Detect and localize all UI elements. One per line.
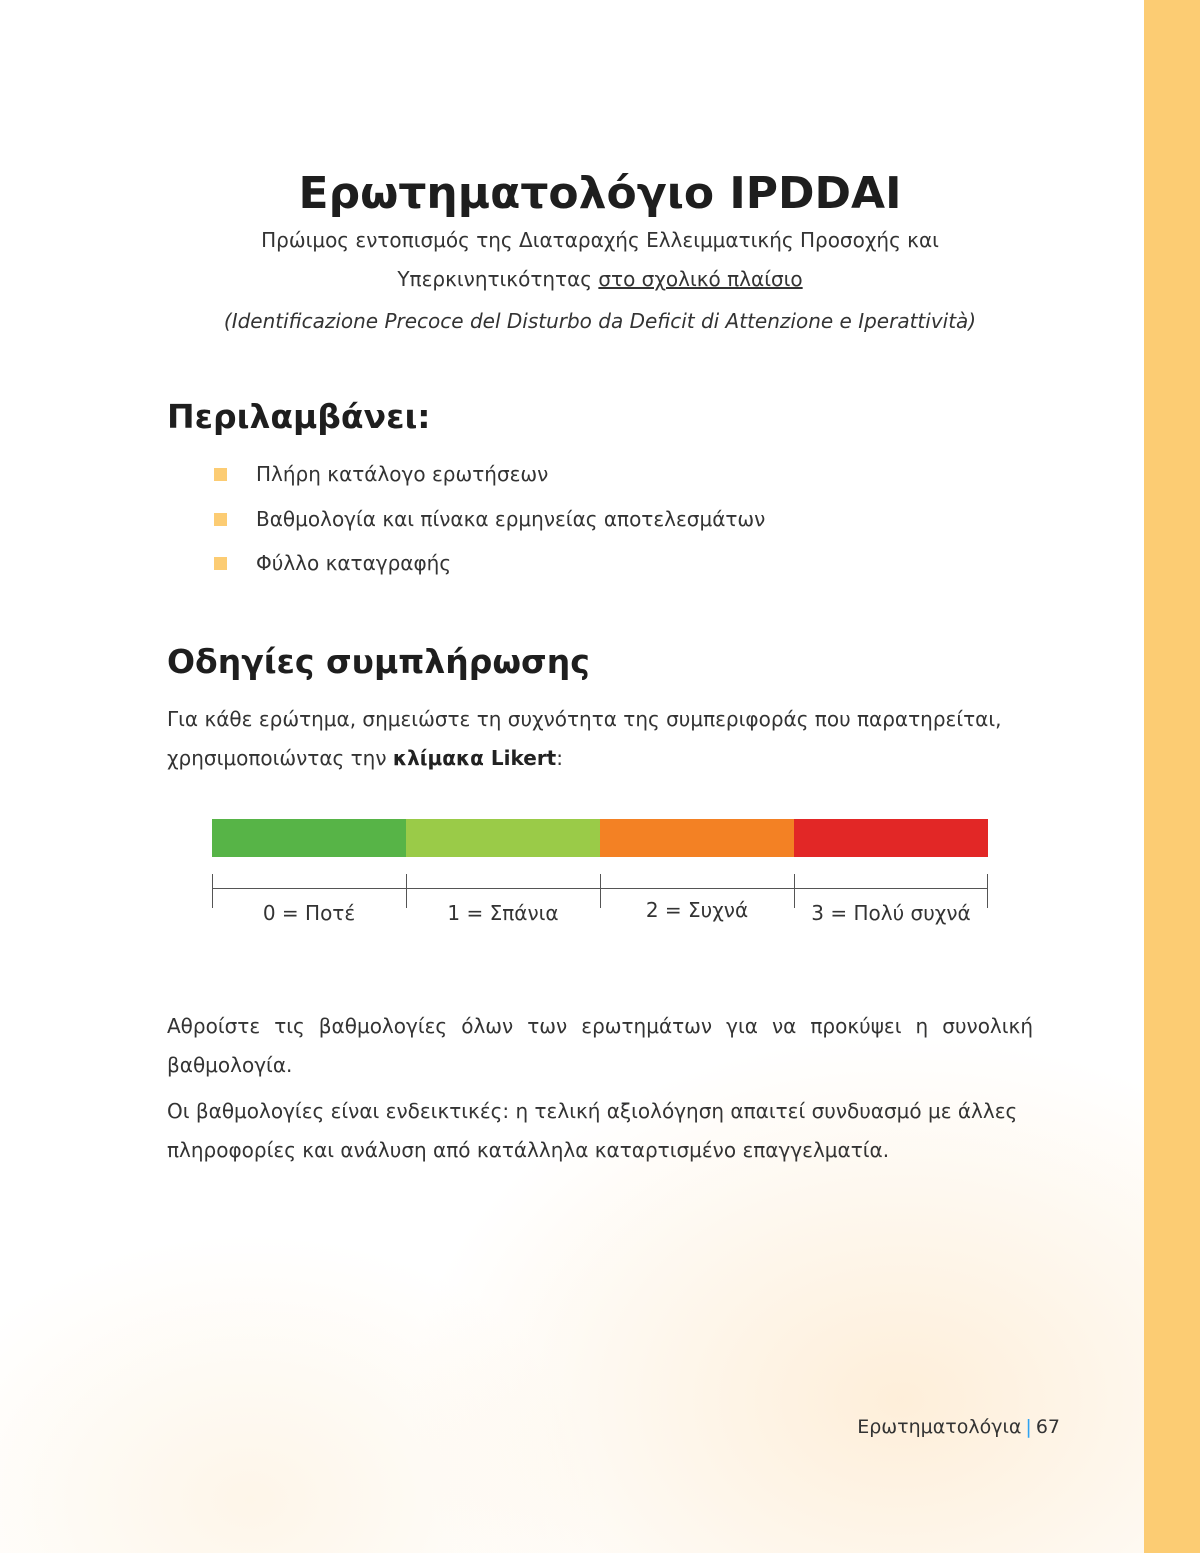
instructions-heading: Οδηγίες συμπλήρωσης — [167, 642, 590, 681]
list-item — [214, 507, 765, 552]
scale-segment-rarely — [406, 819, 600, 857]
list-item — [214, 551, 765, 596]
bullet-square-icon — [214, 468, 227, 481]
subtitle-underlined-phrase: στο σχολικό πλαίσιο — [598, 267, 803, 291]
subtitle-line-1: Πρώιμος εντοπισμός της Διαταραχής Ελλειμματικής Προσοχής και — [261, 228, 939, 252]
footer-section-name: Ερωτηματολόγια — [857, 1416, 1022, 1438]
subtitle-line-2-plain: Υπερκινητικότητας — [397, 267, 593, 291]
indicative-note-paragraph: Οι βαθμολογίες είναι ενδεικτικές: η τελική αξιολόγηση απαιτεί συνδυασμό με άλλες πληροφορίες και ανάλυση από κατάλληλα καταρτισμένο επαγγελματία. — [167, 1099, 1018, 1162]
list-item-label: Βαθμολογία και πίνακα ερμηνείας αποτελεσμάτων — [256, 506, 766, 531]
list-item-label: Φύλλο καταγραφής — [256, 551, 452, 575]
page-footer — [857, 1416, 1060, 1438]
instructions-colon: : — [556, 746, 563, 770]
bullet-square-icon — [214, 557, 227, 570]
scale-label-never: 0 = Ποτέ — [262, 901, 356, 925]
scale-segment-very-often — [794, 819, 988, 857]
sum-instruction-paragraph: Αθροίστε τις βαθμολογίες όλων των ερωτημάτων για να προκύψει η συνολική βαθμολογία. — [167, 1014, 1033, 1077]
scale-label-rarely: 1 = Σπάνια — [447, 901, 559, 925]
instructions-text: Για κάθε ερώτημα, σημειώστε τη συχνότητα της συμπεριφοράς που παρατηρείται, χρησιμοποιώντας την — [167, 707, 1002, 770]
subtitle-italian: (Identificazione Precoce del Disturbo da Deficit di Attenzione e Iperattività) — [223, 309, 977, 333]
list-item — [214, 462, 765, 507]
likert-scale-term: κλίμακα Likert — [392, 746, 557, 770]
likert-color-bar — [212, 819, 988, 857]
includes-heading: Περιλαμβάνει: — [167, 397, 431, 436]
includes-list — [214, 462, 765, 596]
bullet-square-icon — [214, 513, 227, 526]
list-item-label: Πλήρη κατάλογο ερωτήσεων — [256, 462, 549, 486]
page-number: 67 — [1035, 1416, 1060, 1438]
footer-separator: | — [1025, 1416, 1032, 1438]
scale-label-very-often: 3 = Πολύ συχνά — [811, 901, 971, 925]
scale-segment-often — [600, 819, 794, 857]
instructions-paragraph — [167, 700, 1033, 778]
subtitle-line-2 — [0, 267, 1200, 291]
scale-label-often: 2 = Συχνά — [645, 898, 749, 922]
page-title: Ερωτηματολόγιο IPDDAI — [298, 168, 902, 219]
scale-segment-never — [212, 819, 406, 857]
